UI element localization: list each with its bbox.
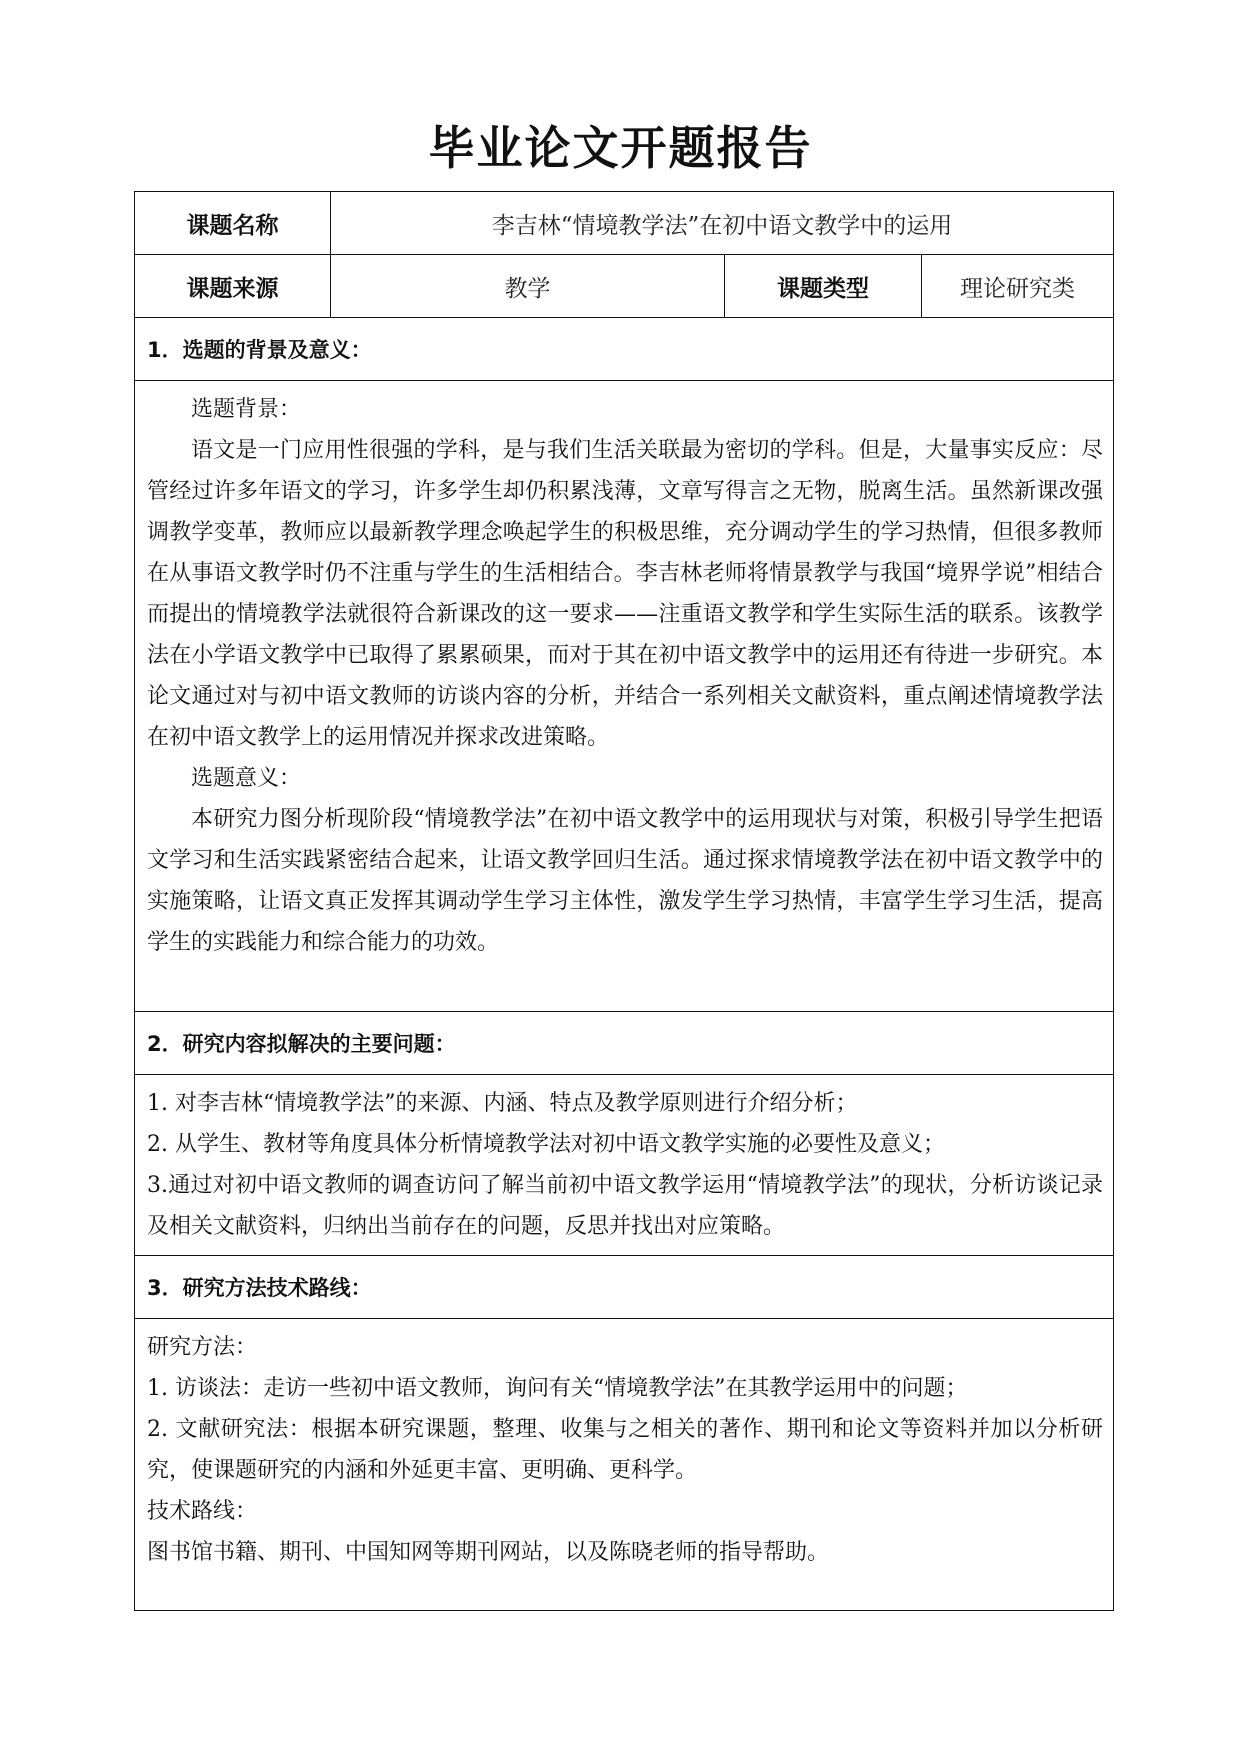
section-2-content bbox=[135, 1075, 1114, 1256]
background-subheading: 选题背景： bbox=[191, 397, 302, 422]
method-item-2: 2. 文献研究法：根据本研究课题，整理、收集与之相关的著作、期刊和论文等资料并加以分析研究，使课题研究的内涵和外延更丰富、更明确、更科学。 bbox=[147, 1417, 1103, 1483]
section-1-content bbox=[135, 381, 1114, 1012]
page-title: 毕业论文开题报告 bbox=[428, 121, 813, 175]
section-2-heading: 2．研究内容拟解决的主要问题： bbox=[135, 1012, 1114, 1075]
methods-subheading: 研究方法： bbox=[147, 1335, 258, 1360]
method-item-1: 1. 访谈法：走访一些初中语文教师，询问有关“情境教学法”在其教学运用中的问题； bbox=[147, 1376, 968, 1401]
section-2-heading-row bbox=[135, 1012, 1114, 1075]
route-paragraph: 图书馆书籍、期刊、中国知网等期刊网站，以及陈晓老师的指导帮助。 bbox=[147, 1540, 830, 1565]
significance-subheading: 选题意义： bbox=[191, 766, 302, 791]
topic-type-label: 课题类型 bbox=[725, 255, 922, 318]
section-1-heading-row bbox=[135, 318, 1114, 381]
background-paragraph: 语文是一门应用性很强的学科，是与我们生活关联最为密切的学科。但是，大量事实反应：尽管经过许多年语文的学习，许多学生却仍积累浅薄，文章写得言之无物，脱离生活。虽然新课改强调教学变革，教师应以最新教学理念唤起学生的积极思维，充分调动学生的学习热情，但很多教师在从事语文教学时仍不注重与学生的生活相结合。李吉林老师将情景教学与我国“境界学说”相结合而提出的情境教学法就很符合新课改的这一要求——注重语文教学和学生实际生活的联系。该教学法在小学语文教学中已取得了累累硕果，而对于其在初中语文教学中的运用还有待进一步研究。本论文通过对与初中语文教师的访谈内容的分析，并结合一系列相关文献资料，重点阐述情境教学法在初中语文教学上的运用情况并探求改进策略。 bbox=[147, 438, 1103, 750]
topic-source-row bbox=[135, 255, 1114, 318]
section-2-content-row bbox=[135, 1075, 1114, 1256]
section-3-content bbox=[135, 1319, 1114, 1611]
section-1-content-row bbox=[135, 381, 1114, 1012]
problem-item-2: 2. 从学生、教材等角度具体分析情境教学法对初中语文教学实施的必要性及意义； bbox=[147, 1132, 945, 1157]
topic-source-label: 课题来源 bbox=[135, 255, 331, 318]
topic-name-label: 课题名称 bbox=[135, 192, 331, 255]
topic-source-value: 教学 bbox=[331, 255, 725, 318]
section-1-heading: 1．选题的背景及意义： bbox=[135, 318, 1114, 381]
topic-name-value: 李吉林“情境教学法”在初中语文教学中的运用 bbox=[331, 192, 1114, 255]
significance-paragraph: 本研究力图分析现阶段“情境教学法”在初中语文教学中的运用现状与对策，积极引导学生把语文学习和生活实践紧密结合起来，让语文教学回归生活。通过探求情境教学法在初中语文教学中的实施策略，让语文真正发挥其调动学生学习主体性，激发学生学习热情，丰富学生学习生活，提高学生的实践能力和综合能力的功效。 bbox=[147, 807, 1103, 955]
topic-type-value: 理论研究类 bbox=[922, 255, 1114, 318]
section-3-heading: 3．研究方法技术路线： bbox=[135, 1256, 1114, 1319]
report-table bbox=[134, 191, 1114, 1611]
problem-item-1: 1. 对李吉林“情境教学法”的来源、内涵、特点及教学原则进行介绍分析； bbox=[147, 1091, 858, 1116]
topic-name-row bbox=[135, 192, 1114, 255]
problem-item-3: 3.通过对初中语文教师的调查访问了解当前初中语文教学运用“情境教学法”的现状，分析访谈记录及相关文献资料，归纳出当前存在的问题，反思并找出对应策略。 bbox=[147, 1173, 1103, 1239]
section-3-content-row bbox=[135, 1319, 1114, 1611]
section-3-heading-row bbox=[135, 1256, 1114, 1319]
route-subheading: 技术路线： bbox=[147, 1499, 258, 1524]
